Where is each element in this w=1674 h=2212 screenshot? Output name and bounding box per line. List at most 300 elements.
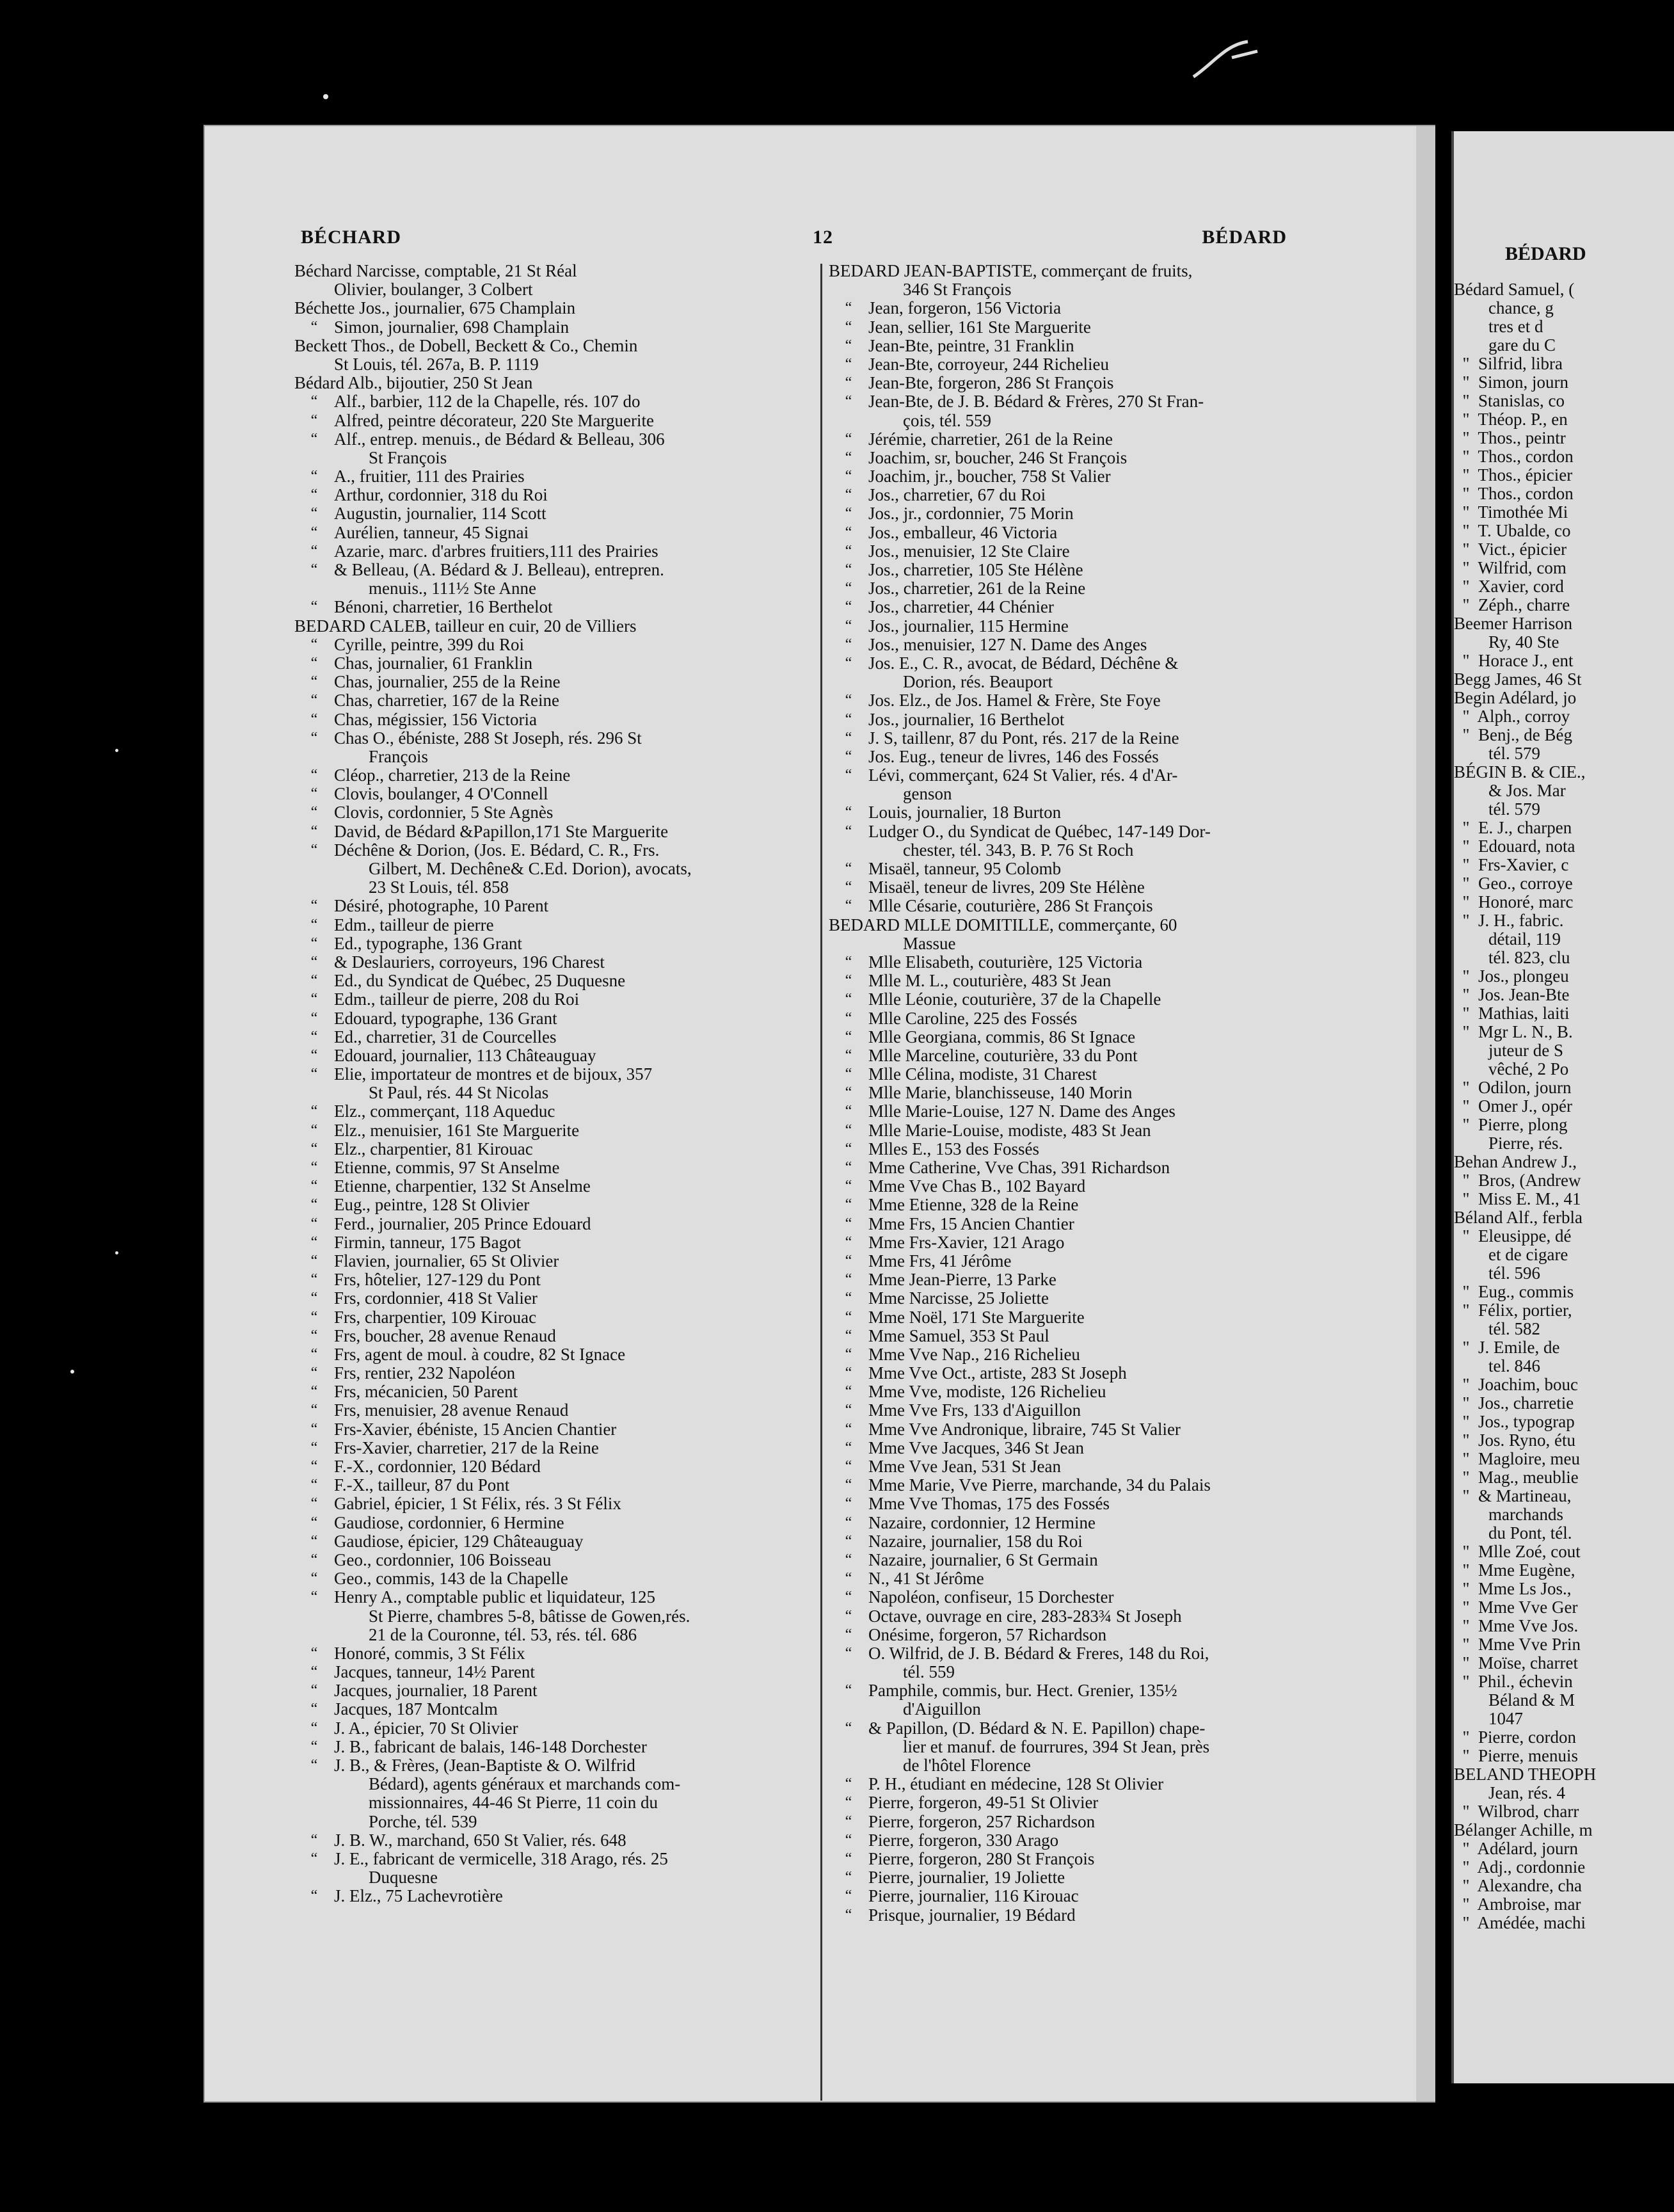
ditto-mark: “ — [845, 804, 852, 821]
ditto-mark: “ — [845, 1626, 852, 1643]
ditto-mark: “ — [845, 654, 852, 671]
entry-text: O. Wilfrid, de J. B. Bédard & Freres, 148 du Roi, — [868, 1644, 1209, 1663]
ditto-mark: “ — [310, 524, 318, 541]
entry-text: Elz., menuisier, 161 Ste Marguerite — [334, 1121, 580, 1140]
facing-page-line: Béland & M — [1454, 1690, 1575, 1710]
facing-page-line: détail, 119 — [1454, 929, 1561, 949]
ditto-mark: “ — [310, 1308, 318, 1326]
directory-entry — [829, 1532, 1353, 1551]
facing-page-line: " Eug., commis — [1454, 1282, 1574, 1301]
entry-text: Alf., entrep. menuis., de Bédard & Belleau, 306 — [334, 429, 665, 449]
pencil-mark — [1187, 38, 1264, 90]
directory-entry — [829, 1252, 1353, 1270]
entry-text: Jos., jr., cordonnier, 75 Morin — [868, 504, 1074, 524]
entry-text: menuis., 111½ Ste Anne — [369, 579, 536, 598]
facing-page-line: gare du C — [1454, 335, 1556, 355]
directory-entry — [294, 878, 816, 897]
facing-page-line: " Mme Vve Jos. — [1454, 1616, 1579, 1635]
directory-entry — [829, 710, 1353, 729]
entry-text: St Paul, rés. 44 St Nicolas — [369, 1084, 549, 1103]
directory-entry — [829, 1009, 1353, 1028]
directory-entry — [294, 1046, 816, 1065]
directory-entry — [829, 1644, 1353, 1663]
entry-text: Jean-Bte, corroyeur, 244 Richelieu — [868, 355, 1110, 374]
directory-entry — [294, 598, 816, 616]
entry-text: lier et manuf. de fourrures, 394 St Jean, près — [903, 1737, 1210, 1756]
entry-text: Elie, importateur de montres et de bijoux, 357 — [334, 1065, 653, 1084]
entry-text: A., fruitier, 111 des Prairies — [334, 467, 525, 486]
entry-text: Etienne, charpentier, 132 St Anselme — [334, 1177, 591, 1196]
entry-text: Cyrille, peintre, 399 du Roi — [334, 635, 524, 654]
facing-page-line: " Mme Eugène, — [1454, 1560, 1575, 1580]
directory-entry — [829, 598, 1353, 616]
entry-text: Jos., menuisier, 127 N. Dame des Anges — [868, 635, 1147, 654]
ditto-mark: “ — [845, 692, 852, 709]
entry-text: Jean-Bte, peintre, 31 Franklin — [868, 336, 1074, 355]
ditto-mark: “ — [310, 822, 318, 840]
directory-entry — [294, 486, 816, 504]
facing-page-line: BÉGIN B. & CIE., — [1454, 762, 1586, 781]
directory-entry — [294, 1681, 816, 1700]
directory-entry — [294, 1532, 816, 1551]
entry-text: Misaël, tanneur, 95 Colomb — [868, 860, 1062, 878]
directory-entry — [829, 355, 1353, 374]
directory-entry — [829, 1495, 1353, 1513]
entry-text: chester, tél. 343, B. P. 76 St Roch — [903, 840, 1134, 860]
entry-text: Jacques, 187 Montcalm — [334, 1700, 498, 1719]
directory-entry — [829, 654, 1353, 673]
ditto-mark: “ — [310, 1252, 318, 1269]
directory-entry — [294, 1850, 816, 1868]
directory-entry — [829, 673, 1353, 691]
entry-text: Joachim, sr, boucher, 246 St François — [868, 448, 1128, 467]
ditto-mark: “ — [845, 972, 852, 990]
directory-entry — [829, 1215, 1353, 1233]
entry-text: Mlle Georgiana, commis, 86 St Ignace — [868, 1027, 1136, 1046]
directory-entry — [829, 374, 1353, 392]
facing-page-line: " Alexandre, cha — [1454, 1876, 1582, 1895]
entry-text: Frs, agent de moul. à coudre, 82 St Ignace — [334, 1345, 626, 1364]
entry-text: F.-X., cordonnier, 120 Bédard — [334, 1457, 541, 1476]
facing-page-line: Begin Adélard, jo — [1454, 688, 1577, 707]
entry-text: & Belleau, (A. Bédard & J. Belleau), entrepren. — [334, 561, 664, 579]
directory-entry — [294, 1868, 816, 1887]
directory-entry — [829, 430, 1353, 449]
ditto-mark: “ — [845, 505, 852, 522]
directory-entry — [294, 934, 816, 953]
ditto-mark: “ — [845, 1215, 852, 1232]
directory-entry — [829, 299, 1353, 317]
ditto-mark: “ — [845, 486, 852, 504]
directory-entry — [829, 486, 1353, 504]
ditto-mark: “ — [845, 729, 852, 746]
ditto-mark: “ — [310, 1365, 318, 1382]
page-edge — [1416, 126, 1435, 2101]
ditto-mark: “ — [310, 1028, 318, 1045]
ditto-mark: “ — [310, 1551, 318, 1568]
ditto-mark: “ — [845, 1066, 852, 1083]
entry-text: Mlle M. L., couturière, 483 St Jean — [868, 972, 1112, 991]
directory-entry — [829, 1607, 1353, 1626]
entry-text: Louis, journalier, 18 Burton — [868, 803, 1062, 822]
ditto-mark: “ — [845, 1477, 852, 1494]
ditto-mark: “ — [310, 1103, 318, 1120]
entry-text: Frs-Xavier, charretier, 217 de la Reine — [334, 1438, 599, 1457]
entry-text: Pierre, forgeron, 257 Richardson — [868, 1812, 1096, 1831]
ditto-mark: “ — [845, 1420, 852, 1438]
entry-text: tél. 559 — [903, 1663, 955, 1682]
entry-text: Jos., charretier, 44 Chénier — [868, 598, 1054, 617]
facing-page-line: tel. 846 — [1454, 1356, 1540, 1375]
entry-text: Frs, charpentier, 109 Kirouac — [334, 1308, 537, 1327]
left-column — [294, 262, 816, 1906]
ditto-mark: “ — [310, 654, 318, 671]
directory-entry — [829, 1102, 1353, 1121]
facing-page-line: " Adélard, journ — [1454, 1839, 1578, 1858]
facing-page-line: " Alph., corroy — [1454, 707, 1570, 726]
ditto-mark: “ — [310, 1477, 318, 1494]
entry-text: Jean-Bte, de J. B. Bédard & Frères, 270 St Fran- — [868, 392, 1204, 412]
directory-entry — [829, 878, 1353, 897]
entry-text: Mlle Marceline, couturière, 33 du Pont — [868, 1046, 1138, 1065]
facing-page-line: Bélanger Achille, m — [1454, 1820, 1593, 1839]
entry-text: Olivier, boulanger, 3 Colbert — [334, 280, 533, 300]
facing-page-line: Pierre, rés. — [1454, 1134, 1563, 1153]
directory-entry — [829, 1793, 1353, 1812]
facing-page-line: " T. Ubalde, co — [1454, 521, 1571, 540]
entry-text: Massue — [903, 934, 956, 953]
facing-page-line: " Mag., meublie — [1454, 1468, 1579, 1487]
entry-text: J. A., épicier, 70 St Olivier — [334, 1719, 518, 1738]
ditto-mark: “ — [845, 1159, 852, 1176]
entry-text: missionnaires, 44-46 St Pierre, 11 coin du — [369, 1793, 658, 1813]
ditto-mark: “ — [845, 449, 852, 466]
ditto-mark: “ — [310, 1345, 318, 1363]
facing-page-line: " Mme Vve Prin — [1454, 1635, 1581, 1654]
directory-entry — [294, 1345, 816, 1364]
entry-text: Geo., cordonnier, 106 Boisseau — [334, 1550, 552, 1569]
ditto-mark: “ — [845, 1252, 852, 1269]
entry-text: Augustin, journalier, 114 Scott — [334, 504, 546, 524]
entry-text: Mlle Marie, blanchisseuse, 140 Morin — [868, 1084, 1133, 1103]
facing-page-line: " Pierre, cordon — [1454, 1727, 1576, 1747]
directory-entry — [829, 318, 1353, 337]
entry-text: Jos., journalier, 16 Berthelot — [868, 710, 1065, 729]
directory-entry — [294, 1177, 816, 1196]
film-speck — [115, 1251, 118, 1254]
facing-page-line: " Omer J., opér — [1454, 1096, 1572, 1116]
directory-entry — [829, 1756, 1353, 1775]
directory-entry — [829, 1028, 1353, 1046]
directory-entry — [829, 561, 1353, 579]
directory-entry — [294, 1364, 816, 1382]
entry-text: Pierre, journalier, 116 Kirouac — [868, 1887, 1079, 1906]
ditto-mark: “ — [310, 1402, 318, 1419]
entry-text: François — [369, 747, 428, 766]
ditto-mark: “ — [845, 1439, 852, 1456]
ditto-mark: “ — [845, 1887, 852, 1905]
directory-entry — [829, 766, 1353, 785]
facing-page-line: " Miss E. M., 41 — [1454, 1189, 1581, 1208]
ditto-mark: “ — [310, 598, 318, 616]
entry-text: Déchêne & Dorion, (Jos. E. Bédard, C. R., Frs. — [334, 840, 660, 860]
entry-text: Mme Noël, 171 Ste Marguerite — [868, 1308, 1085, 1327]
ditto-mark: “ — [845, 561, 852, 578]
ditto-mark: “ — [845, 767, 852, 784]
directory-entry — [294, 654, 816, 673]
directory-entry — [829, 617, 1353, 636]
directory-entry — [829, 1270, 1353, 1289]
directory-entry — [294, 1756, 816, 1775]
entry-text: J. Elz., 75 Lachevrotière — [334, 1887, 503, 1906]
ditto-mark: “ — [310, 1532, 318, 1550]
film-speck — [70, 1370, 74, 1374]
directory-entry — [829, 1401, 1353, 1420]
facing-page-header: BÉDARD — [1505, 243, 1586, 264]
directory-entry — [294, 1065, 816, 1084]
entry-text: J. E., fabricant de vermicelle, 318 Arago, rés. 25 — [334, 1849, 668, 1868]
facing-page-line: " Pierre, plong — [1454, 1115, 1568, 1134]
entry-text: Mme Vve Frs, 133 d'Aiguillon — [868, 1401, 1081, 1420]
ditto-mark: “ — [310, 953, 318, 970]
running-header-left: BÉCHARD — [301, 227, 402, 248]
facing-page-line: tél. 579 — [1454, 799, 1540, 819]
directory-entry — [829, 934, 1353, 953]
directory-entry — [829, 1868, 1353, 1887]
directory-entry — [829, 449, 1353, 467]
directory-entry — [829, 897, 1353, 915]
ditto-mark: “ — [845, 1850, 852, 1867]
directory-entry — [294, 1308, 816, 1327]
entry-text: Jos., emballeur, 46 Victoria — [868, 523, 1058, 542]
directory-entry — [294, 504, 816, 523]
directory-entry — [294, 766, 816, 785]
ditto-mark: “ — [310, 636, 318, 653]
ditto-mark: “ — [845, 1383, 852, 1400]
facing-page-line: " Mme Ls Jos., — [1454, 1579, 1572, 1598]
entry-text: Edm., tailleur de pierre, 208 du Roi — [334, 990, 580, 1009]
facing-page-line: " Pierre, menuis — [1454, 1746, 1578, 1765]
entry-text: Désiré, photographe, 10 Parent — [334, 897, 549, 916]
entry-text: Mme Jean-Pierre, 13 Parke — [868, 1270, 1056, 1290]
ditto-mark: “ — [845, 1607, 852, 1624]
entry-text: Mme Vve Nap., 216 Richelieu — [868, 1345, 1080, 1364]
ditto-mark: “ — [310, 1719, 318, 1736]
directory-entry — [829, 729, 1353, 748]
ditto-mark: “ — [845, 1345, 852, 1363]
directory-entry — [829, 1476, 1353, 1495]
facing-page-line: tél. 579 — [1454, 744, 1540, 763]
entry-text: çois, tél. 559 — [903, 411, 991, 430]
ditto-mark: “ — [845, 1308, 852, 1326]
directory-entry — [294, 1607, 816, 1626]
entry-text: Gaudiose, épicier, 129 Châteauguay — [334, 1532, 584, 1551]
directory-entry — [294, 860, 816, 878]
facing-page-line: " Benj., de Bég — [1454, 725, 1572, 744]
ditto-mark: “ — [310, 1159, 318, 1176]
page-number: 12 — [813, 227, 833, 248]
entry-text: Jos., journalier, 115 Hermine — [868, 616, 1069, 636]
ditto-mark: “ — [845, 598, 852, 616]
ditto-mark: “ — [845, 1290, 852, 1307]
entry-text: Elz., charpentier, 81 Kirouac — [334, 1139, 533, 1158]
facing-page-line: " Eleusippe, dé — [1454, 1226, 1572, 1246]
directory-entry — [294, 1719, 816, 1738]
facing-page-line: " Jos., charretie — [1454, 1393, 1574, 1413]
ditto-mark: “ — [845, 636, 852, 653]
directory-entry — [829, 1158, 1353, 1177]
entry-text: Mlle Marie-Louise, modiste, 483 St Jean — [868, 1121, 1151, 1140]
entry-text: Chas, journalier, 255 de la Reine — [334, 673, 561, 692]
entry-text: Jos., menuisier, 12 Ste Claire — [868, 541, 1070, 561]
ditto-mark: “ — [845, 1196, 852, 1214]
ditto-mark: “ — [310, 1215, 318, 1232]
ditto-mark: “ — [310, 1121, 318, 1139]
entry-text: Mme Vve, modiste, 126 Richelieu — [868, 1382, 1106, 1402]
ditto-mark: “ — [845, 1831, 852, 1848]
directory-entry — [294, 1551, 816, 1569]
directory-entry — [829, 412, 1353, 430]
directory-entry — [294, 1514, 816, 1532]
entry-text: Jos., charretier, 105 Ste Hélène — [868, 561, 1083, 579]
ditto-mark: “ — [310, 1589, 318, 1606]
ditto-mark: “ — [310, 934, 318, 952]
entry-text: Bénoni, charretier, 16 Berthelot — [334, 598, 553, 617]
entry-text: Alfred, peintre décorateur, 220 Ste Marguerite — [334, 411, 654, 430]
ditto-mark: “ — [845, 1551, 852, 1568]
directory-entry — [829, 524, 1353, 542]
entry-text: Jean, forgeron, 156 Victoria — [868, 299, 1062, 318]
ditto-mark: “ — [845, 542, 852, 559]
entry-text: Jos., charretier, 261 de la Reine — [868, 579, 1086, 598]
entry-text: Mme Frs, 41 Jérôme — [868, 1251, 1012, 1270]
directory-entry — [294, 897, 816, 915]
facing-page-line: " Magloire, meu — [1454, 1449, 1580, 1468]
directory-entry — [294, 617, 816, 636]
entry-text: Nazaire, journalier, 6 St Germain — [868, 1550, 1098, 1569]
ditto-mark: “ — [845, 1813, 852, 1830]
directory-entry — [294, 1793, 816, 1812]
directory-entry — [294, 561, 816, 579]
entry-text: St Pierre, chambres 5-8, bâtisse de Gowen,rés. — [369, 1607, 690, 1626]
entry-text: Porche, tél. 539 — [369, 1812, 477, 1831]
facing-page-line: " Jos. Ryno, étu — [1454, 1431, 1575, 1450]
directory-entry — [294, 1831, 816, 1850]
directory-entry — [294, 1215, 816, 1233]
entry-text: Edouard, journalier, 113 Châteauguay — [334, 1046, 596, 1065]
entry-text: J. B., fabricant de balais, 146-148 Dorchester — [334, 1737, 647, 1756]
ditto-mark: “ — [310, 1066, 318, 1083]
ditto-mark: “ — [310, 1850, 318, 1867]
directory-entry — [829, 1196, 1353, 1214]
directory-entry — [294, 1289, 816, 1308]
ditto-mark: “ — [845, 1084, 852, 1102]
directory-entry — [294, 916, 816, 934]
directory-entry — [294, 1121, 816, 1140]
entry-text: David, de Bédard &Papillon,171 Ste Marguerite — [334, 822, 669, 841]
ditto-mark: “ — [845, 1028, 852, 1045]
ditto-mark: “ — [310, 412, 318, 429]
facing-page-line: " Jos., plongeu — [1454, 966, 1569, 986]
directory-entry — [294, 1476, 816, 1495]
entry-text: Eug., peintre, 128 St Olivier — [334, 1196, 530, 1215]
ditto-mark: “ — [310, 972, 318, 990]
directory-entry — [829, 841, 1353, 860]
directory-entry — [829, 1065, 1353, 1084]
ditto-mark: “ — [845, 374, 852, 392]
facing-page-line: " Ambroise, mar — [1454, 1895, 1581, 1914]
directory-entry — [294, 1569, 816, 1588]
ditto-mark: “ — [310, 991, 318, 1008]
ditto-mark: “ — [845, 318, 852, 335]
directory-entry — [829, 1813, 1353, 1831]
facing-page-line: " Mme Vve Ger — [1454, 1598, 1578, 1617]
facing-page-line: Béland Alf., ferbla — [1454, 1208, 1582, 1227]
facing-page-line: BELAND THEOPH — [1454, 1765, 1597, 1784]
entry-text: Mlle Elisabeth, couturière, 125 Victoria — [868, 952, 1143, 972]
facing-page-line: tél. 596 — [1454, 1263, 1540, 1283]
entry-text: Jos. Elz., de Jos. Hamel & Frère, Ste Foye — [868, 691, 1161, 710]
facing-page-line: " Thos., cordon — [1454, 447, 1574, 466]
ditto-mark: “ — [845, 1570, 852, 1587]
directory-entry — [829, 579, 1353, 598]
facing-page-line: " Timothée Mi — [1454, 502, 1568, 522]
facing-page-line: " Odilon, journ — [1454, 1078, 1572, 1097]
directory-entry — [294, 972, 816, 990]
ditto-mark: “ — [310, 1290, 318, 1307]
directory-entry — [829, 1233, 1353, 1252]
facing-page-line: Begg James, 46 St — [1454, 669, 1582, 689]
directory-entry — [294, 1644, 816, 1663]
entry-text: F.-X., tailleur, 87 du Pont — [334, 1476, 510, 1495]
facing-page-line: " Amédée, machi — [1454, 1913, 1586, 1932]
directory-entry — [294, 1084, 816, 1102]
ditto-mark: “ — [310, 1663, 318, 1681]
ditto-mark: “ — [845, 1495, 852, 1512]
entry-text: Gabriel, épicier, 1 St Félix, rés. 3 St Félix — [334, 1495, 621, 1514]
ditto-mark: “ — [845, 1121, 852, 1139]
facing-page-line: tres et d — [1454, 317, 1543, 336]
directory-entry — [829, 262, 1353, 280]
entry-text: Clovis, cordonnier, 5 Ste Agnès — [334, 803, 554, 822]
entry-text: Mme Frs, 15 Ancien Chantier — [868, 1214, 1074, 1233]
entry-text: & Deslauriers, corroyeurs, 196 Charest — [334, 952, 605, 972]
directory-entry — [294, 1140, 816, 1158]
facing-page-line: " Thos., épicier — [1454, 465, 1573, 485]
entry-text: Nazaire, journalier, 158 du Roi — [868, 1532, 1083, 1551]
ditto-mark: “ — [310, 767, 318, 784]
entry-text: Duquesne — [369, 1868, 438, 1887]
entry-text: J. B., & Frères, (Jean-Baptiste & O. Wilfrid — [334, 1756, 635, 1775]
ditto-mark: “ — [845, 1869, 852, 1886]
facing-page-line: marchands — [1454, 1505, 1563, 1524]
facing-page-column — [1454, 280, 1596, 1932]
directory-entry — [294, 953, 816, 972]
directory-entry — [829, 542, 1353, 561]
directory-entry — [829, 280, 1353, 299]
directory-entry — [294, 1270, 816, 1289]
entry-text: Ed., typographe, 136 Grant — [334, 934, 522, 953]
ditto-mark: “ — [845, 1327, 852, 1344]
directory-entry — [829, 803, 1353, 822]
ditto-mark: “ — [845, 710, 852, 728]
ditto-mark: “ — [845, 748, 852, 765]
directory-entry — [829, 822, 1353, 841]
directory-entry — [829, 1046, 1353, 1065]
directory-entry — [294, 449, 816, 467]
facing-page-line: " Wilfrid, com — [1454, 558, 1566, 577]
ditto-mark: “ — [845, 860, 852, 877]
